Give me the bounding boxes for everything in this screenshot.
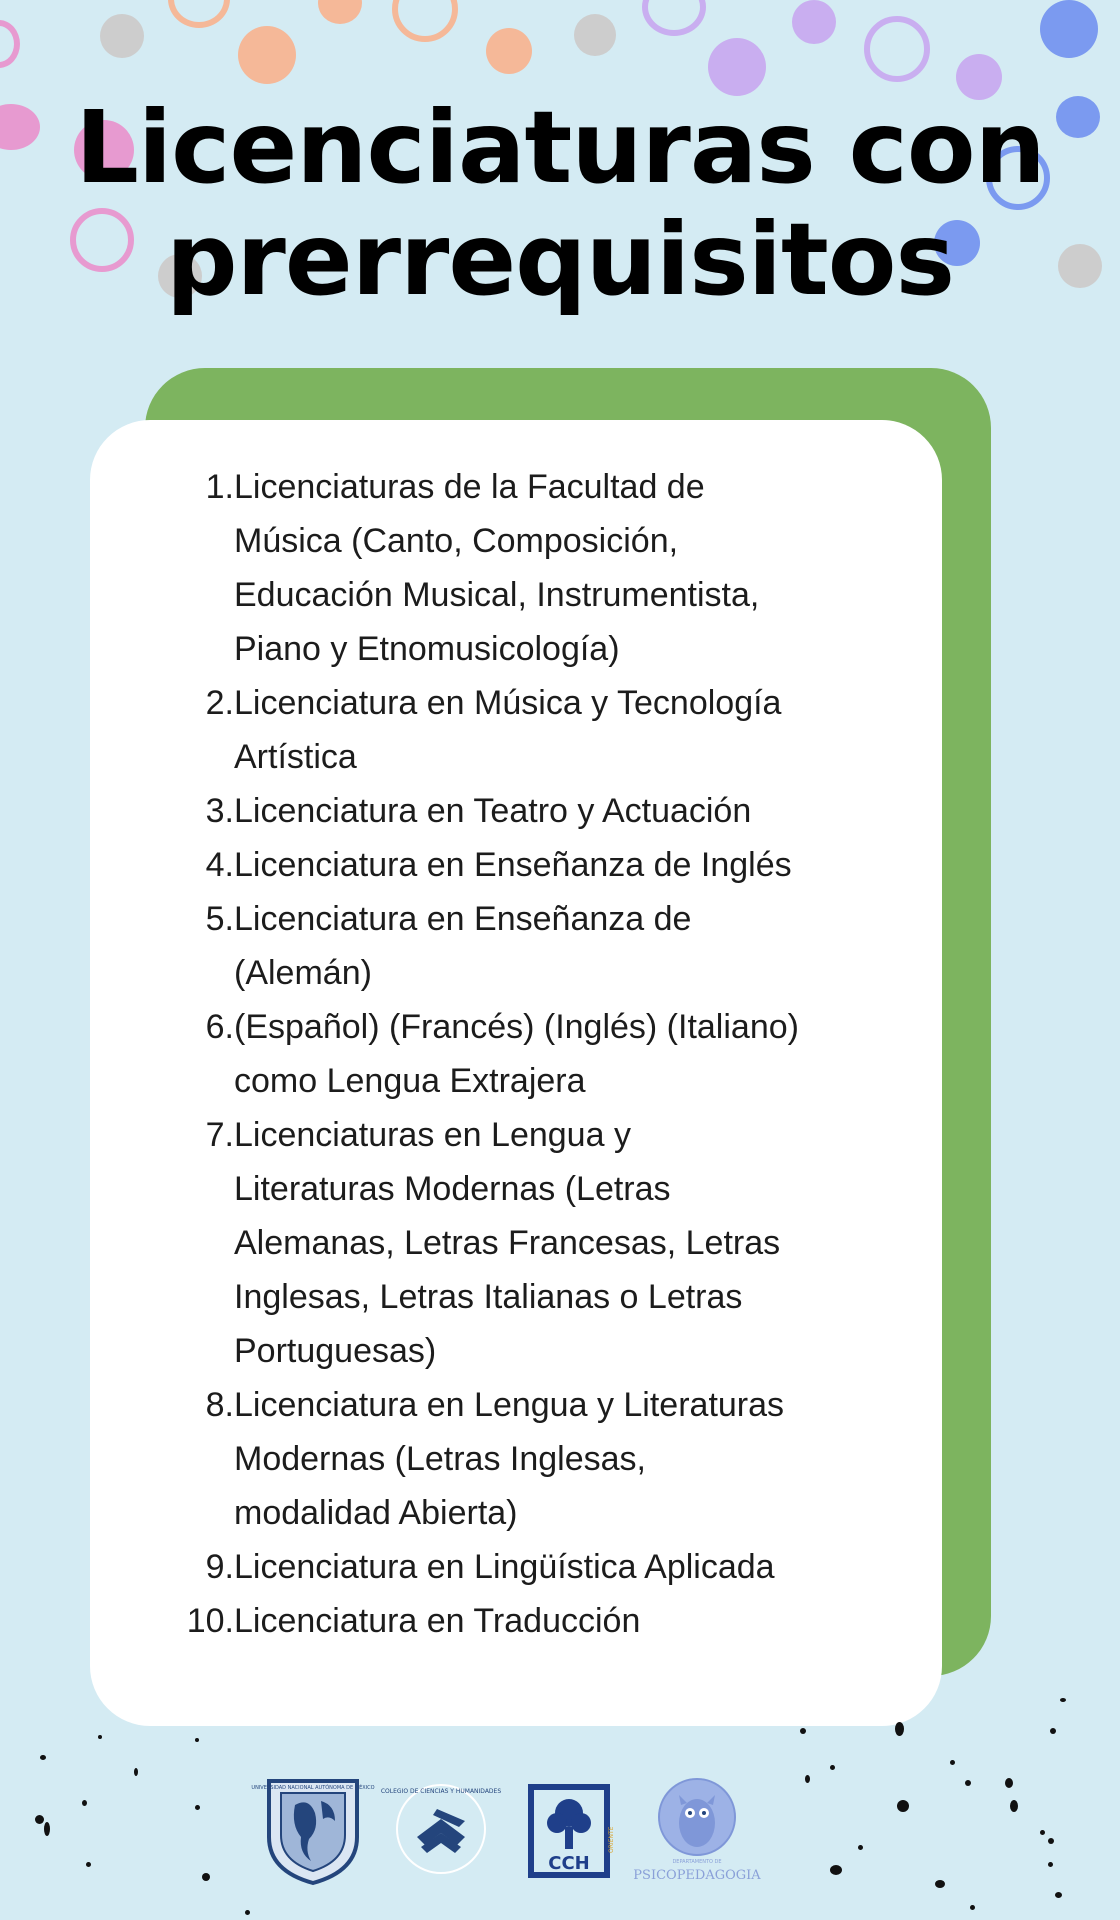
list-item-text	[234, 1108, 870, 1378]
list-item	[150, 1594, 870, 1648]
list-item	[150, 892, 870, 1000]
list-item-line: Licenciaturas de la Facultad de	[234, 468, 705, 506]
colegio-humanidades-icon	[380, 1781, 502, 1877]
list-item-line: modalidad Abierta)	[234, 1494, 518, 1532]
list-item-text	[234, 1540, 870, 1594]
list-item-line: Licenciatura en Traducción	[234, 1602, 641, 1640]
list-item-text	[234, 1594, 870, 1648]
list-item-text	[234, 460, 870, 676]
list-item-line: Licenciaturas en Lengua y	[234, 1116, 631, 1154]
unam-crest-icon	[251, 1775, 375, 1885]
list-item-line: (Español) (Francés) (Inglés) (Italiano)	[234, 1008, 799, 1046]
list-item-number: 6.	[205, 1008, 234, 1046]
list-item	[150, 460, 870, 676]
institution-logos	[251, 1775, 765, 1895]
list-item	[150, 1378, 870, 1540]
list-item-number: 9.	[205, 1548, 234, 1586]
list-item-number: 2.	[205, 684, 234, 722]
list-item	[150, 676, 870, 784]
list-item-line: Licenciatura en Enseñanza de	[234, 900, 692, 938]
list-item-number: 1.	[205, 468, 234, 506]
page-title-line-1: Licenciaturas con	[75, 89, 1045, 206]
list-item	[150, 838, 870, 892]
list-item-line: Licenciatura en Música y Tecnología	[234, 684, 782, 722]
cch-tree-icon	[527, 1783, 617, 1879]
list-item-text	[234, 676, 870, 784]
cch-logo-text: CCH	[548, 1853, 590, 1874]
psicopedagogia-top-text: DEPARTAMENTO DE	[672, 1859, 722, 1865]
cch-side-text: ORIENTE	[608, 1826, 615, 1853]
list-item-line: Modernas (Letras Inglesas,	[234, 1440, 646, 1478]
list-item-line: como Lengua Extrajera	[234, 1062, 586, 1100]
list-item-number: 8.	[205, 1386, 234, 1424]
list-item-line: Licenciatura en Teatro y Actuación	[234, 792, 752, 830]
unam-logo-text: UNIVERSIDAD NACIONAL AUTÓNOMA DE MÉXICO	[251, 1785, 375, 1791]
list-item-text	[234, 1378, 870, 1540]
list-item-line: (Alemán)	[234, 954, 372, 992]
list-item-line: Música (Canto, Composición,	[234, 522, 679, 560]
list-item-number: 7.	[205, 1116, 234, 1154]
list-item	[150, 1108, 870, 1378]
list-item-line: Piano y Etnomusicología)	[234, 630, 620, 668]
list-item-line: Alemanas, Letras Francesas, Letras	[234, 1224, 781, 1262]
list-item-line: Portuguesas)	[234, 1332, 437, 1370]
page-title	[0, 89, 1120, 318]
list-item	[150, 1540, 870, 1594]
list-item-line: Artística	[234, 738, 357, 776]
list-item-text	[234, 838, 870, 892]
page-title-line-2: prerrequisitos	[165, 201, 955, 318]
list-item-number: 3.	[205, 792, 234, 830]
psicopedagogia-logo-text: PSICOPEDAGOGIA	[633, 1868, 761, 1883]
prerequisite-degree-list	[150, 460, 870, 1648]
list-item-line: Literaturas Modernas (Letras	[234, 1170, 671, 1208]
list-item-text	[234, 784, 870, 838]
list-item-number: 4.	[205, 846, 234, 884]
list-item-text	[234, 892, 870, 1000]
list-item-line: Inglesas, Letras Italianas o Letras	[234, 1278, 743, 1316]
list-item-line: Licenciatura en Lingüística Aplicada	[234, 1548, 775, 1586]
list-item	[150, 784, 870, 838]
list-item-line: Licenciatura en Enseñanza de Inglés	[234, 846, 792, 884]
list-item-line: Educación Musical, Instrumentista,	[234, 576, 760, 614]
list-item-text	[234, 1000, 870, 1108]
list-item	[150, 1000, 870, 1108]
owl-icon	[633, 1777, 761, 1887]
humanidades-logo-text: COLEGIO DE CIENCIAS Y HUMANIDADES	[380, 1788, 502, 1795]
list-item-number: 5.	[205, 900, 234, 938]
list-item-number: 10.	[186, 1602, 234, 1640]
list-item-line: Licenciatura en Lengua y Literaturas	[234, 1386, 785, 1424]
